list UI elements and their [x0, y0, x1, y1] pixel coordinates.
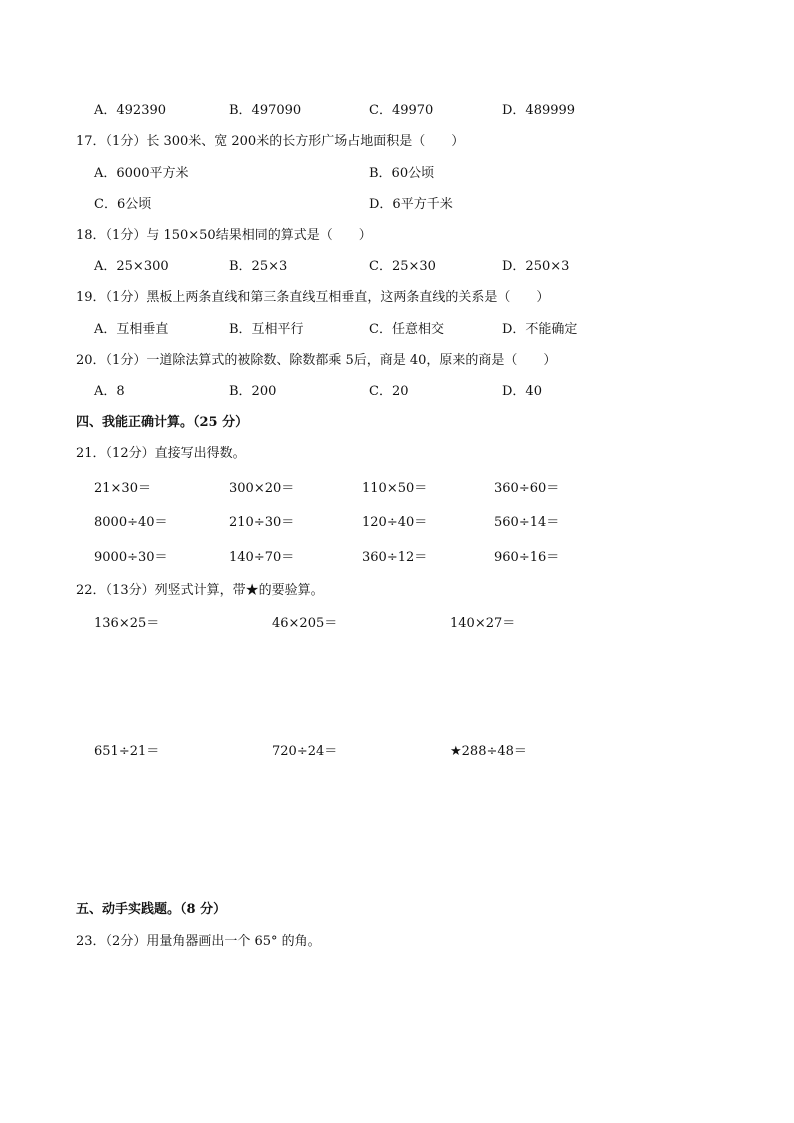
q18-option-a: A．25×300	[94, 259, 169, 274]
q16-option-d: D．489999	[502, 103, 576, 118]
q17-stem: 17．（1分）长 300米、宽 200米的长方形广场占地面积是（ ）	[76, 134, 465, 149]
q20-option-b: B．200	[229, 384, 277, 399]
q21-item: 120÷40＝	[362, 515, 428, 530]
q17-option-d: D．6平方千米	[369, 197, 453, 212]
q20-option-c: C．20	[369, 384, 409, 399]
q21-item: 8000÷40＝	[94, 515, 168, 530]
q22-item: 651÷21＝	[94, 744, 160, 759]
q17-option-c: C．6公顷	[94, 197, 152, 212]
q20-stem: 20．（1分）一道除法算式的被除数、除数都乘 5后，商是 40，原来的商是（ ）	[76, 353, 557, 368]
q16-option-c: C．49970	[369, 103, 434, 118]
q19-option-a: A．互相垂直	[94, 322, 169, 337]
q21-item: 300×20＝	[229, 481, 295, 496]
q18-option-c: C．25×30	[369, 259, 436, 274]
q20-option-a: A．8	[94, 384, 125, 399]
q22-item: 46×205＝	[272, 616, 338, 631]
q23-stem: 23．（2分）用量角器画出一个 65° 的角。	[76, 934, 321, 949]
q21-item: 21×30＝	[94, 481, 151, 496]
q21-item: 210÷30＝	[229, 515, 295, 530]
q21-item: 140÷70＝	[229, 550, 295, 565]
q17-option-b: B．60公顷	[369, 166, 435, 181]
q22-item: 720÷24＝	[272, 744, 338, 759]
q16-option-b: B．497090	[229, 103, 302, 118]
q19-stem: 19．（1分）黑板上两条直线和第三条直线互相垂直，这两条直线的关系是（ ）	[76, 290, 550, 305]
q22-item: 136×25＝	[94, 616, 160, 631]
q20-option-d: D．40	[502, 384, 542, 399]
q21-item: 360÷60＝	[494, 481, 560, 496]
q19-option-d: D．不能确定	[502, 322, 578, 337]
q21-item: 360÷12＝	[362, 550, 428, 565]
q21-item: 560÷14＝	[494, 515, 560, 530]
q21-item: 9000÷30＝	[94, 550, 168, 565]
q21-stem: 21．（12分）直接写出得数。	[76, 446, 246, 461]
q21-item: 960÷16＝	[494, 550, 560, 565]
q16-option-a: A．492390	[94, 103, 167, 118]
q17-option-a: A．6000平方米	[94, 166, 189, 181]
q22-item: ★288÷48＝	[450, 744, 527, 759]
q18-stem: 18．（1分）与 150×50结果相同的算式是（ ）	[76, 228, 372, 243]
section-5-title: 五、动手实践题。（8 分）	[76, 902, 227, 917]
q19-option-c: C．任意相交	[369, 322, 444, 337]
q21-item: 110×50＝	[362, 481, 428, 496]
q22-stem: 22．（13分）列竖式计算，带★的要验算。	[76, 583, 324, 598]
section-4-title: 四、我能正确计算。（25 分）	[76, 415, 249, 430]
q19-option-b: B．互相平行	[229, 322, 304, 337]
q18-option-b: B．25×3	[229, 259, 288, 274]
q22-item: 140×27＝	[450, 616, 516, 631]
q18-option-d: D．250×3	[502, 259, 570, 274]
